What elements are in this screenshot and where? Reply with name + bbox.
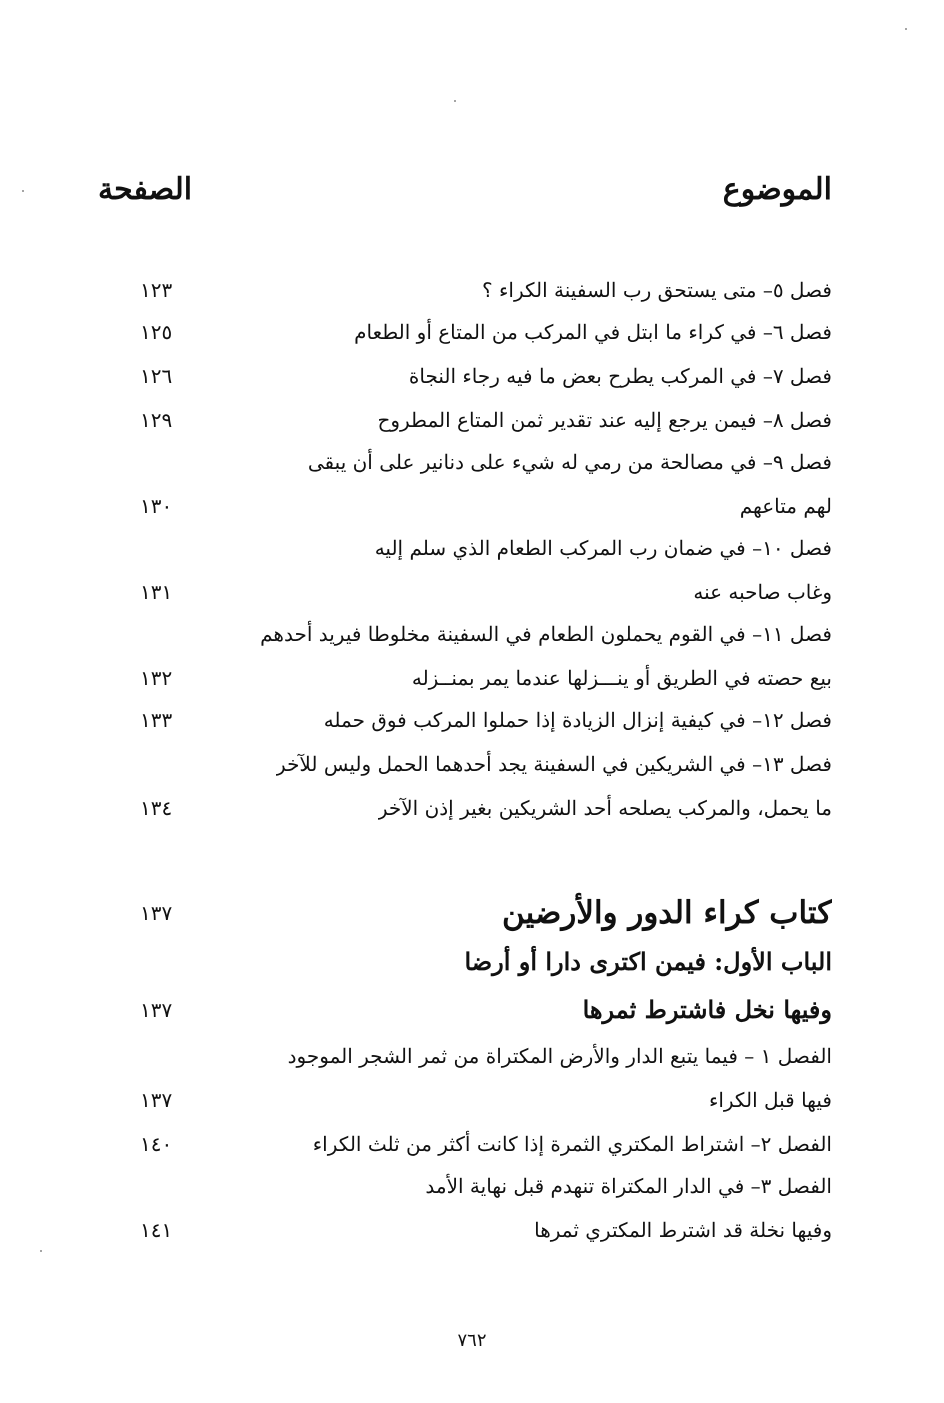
entry-page: ١٣٤ xyxy=(140,796,173,820)
toc-entry xyxy=(60,614,832,654)
entry-text: فصل ٧– في المركب يطرح بعض ما فيه رجاء النجاة xyxy=(408,364,832,388)
entry-text: فيها قبل الكراء xyxy=(708,1088,832,1112)
toc-entry xyxy=(60,788,832,828)
book-page: ١٣٧ xyxy=(140,901,173,925)
page-number: ٧٦٢ xyxy=(457,1330,487,1351)
toc-entry xyxy=(60,528,832,568)
subject-column-header: الموضوع xyxy=(722,172,832,207)
toc-entry xyxy=(60,400,832,440)
toc-entry xyxy=(60,700,832,740)
entry-text: فصل ١١– في القوم يحملون الطعام في السفينة مخلوطا فيريد أحدهم xyxy=(260,622,832,646)
entry-text: وغاب صاحبه عنه xyxy=(693,580,832,604)
toc-entry xyxy=(60,1080,832,1120)
toc-entry xyxy=(60,1210,832,1250)
scan-speck xyxy=(40,1250,42,1252)
toc-entry xyxy=(60,1036,832,1076)
entry-text: فصل ٩– في مصالحة من رمي له شيء على دنانير على أن يبقى xyxy=(307,450,832,474)
toc-entry xyxy=(60,486,832,526)
toc-entry xyxy=(60,356,832,396)
book-heading xyxy=(60,888,832,938)
entry-text: ما يحمل، والمركب يصلحه أحد الشريكين بغير إذن الآخر xyxy=(377,796,832,820)
section-title-continued: وفيها نخل فاشترط ثمرها xyxy=(582,995,832,1024)
entry-page: ١٤٠ xyxy=(140,1132,173,1156)
entry-page: ١٣٠ xyxy=(140,494,173,518)
scan-speck xyxy=(22,190,24,192)
entry-text: وفيها نخلة قد اشترط المكتري ثمرها xyxy=(534,1218,832,1242)
page-column-header: الصفحة xyxy=(98,172,193,207)
entry-text: الفصل ٢– اشتراط المكتري الثمرة إذا كانت أكثر من ثلث الكراء xyxy=(312,1132,832,1156)
toc-entry xyxy=(60,1124,832,1164)
entry-text: فصل ١٢– في كيفية إنزال الزيادة إذا حملوا المركب فوق حمله xyxy=(323,708,832,732)
section-page: ١٣٧ xyxy=(140,998,173,1022)
toc-entry xyxy=(60,658,832,698)
entry-text: فصل ٨– فيمن يرجع إليه عند تقدير ثمن المتاع المطروح xyxy=(377,408,832,432)
section-title: الباب الأول: فيمن اكترى دارا أو أرضا xyxy=(464,947,832,976)
entry-page: ١٣٧ xyxy=(140,1088,173,1112)
book-title: كتاب كراء الدور والأرضين xyxy=(502,895,832,931)
entry-text: فصل ١٣– في الشريكين في السفينة يجد أحدهما الحمل وليس للآخر xyxy=(276,752,832,776)
toc-entry xyxy=(60,312,832,352)
entry-page: ١٣٣ xyxy=(140,708,173,732)
entry-page: ١٢٦ xyxy=(140,364,173,388)
entry-page: ١٢٣ xyxy=(140,278,173,302)
entry-page: ١٣٢ xyxy=(140,666,173,690)
entry-page: ١٢٩ xyxy=(140,408,173,432)
entry-text: الفصل ٣– في الدار المكتراة تنهدم قبل نهاية الأمد xyxy=(425,1174,832,1198)
entry-page: ١٤١ xyxy=(140,1218,173,1242)
section-heading-line-1 xyxy=(60,940,832,984)
entry-text: فصل ١٠– في ضمان رب المركب الطعام الذي سلم إليه xyxy=(374,536,832,560)
entry-page: ١٣١ xyxy=(140,580,173,604)
section-heading-line-2 xyxy=(60,988,832,1032)
toc-entry xyxy=(60,270,832,310)
entry-text: فصل ٥– متى يستحق رب السفينة الكراء ؟ xyxy=(482,278,832,302)
entry-text: بيع حصته في الطريق أو ينـــزلها عندما يمر بمنــزله xyxy=(411,666,832,690)
scan-speck xyxy=(454,100,456,102)
entry-text: لهم متاعهم xyxy=(739,494,832,518)
entry-text: الفصل ١ – فيما يتبع الدار والأرض المكتراة من ثمر الشجر الموجود xyxy=(287,1044,832,1068)
entry-text: فصل ٦– في كراء ما ابتل في المركب من المتاع أو الطعام xyxy=(354,320,832,344)
toc-entry xyxy=(60,572,832,612)
scan-speck xyxy=(905,28,907,30)
entry-page: ١٢٥ xyxy=(140,320,173,344)
toc-entry xyxy=(60,744,832,784)
toc-entry xyxy=(60,442,832,482)
toc-entry xyxy=(60,1166,832,1206)
